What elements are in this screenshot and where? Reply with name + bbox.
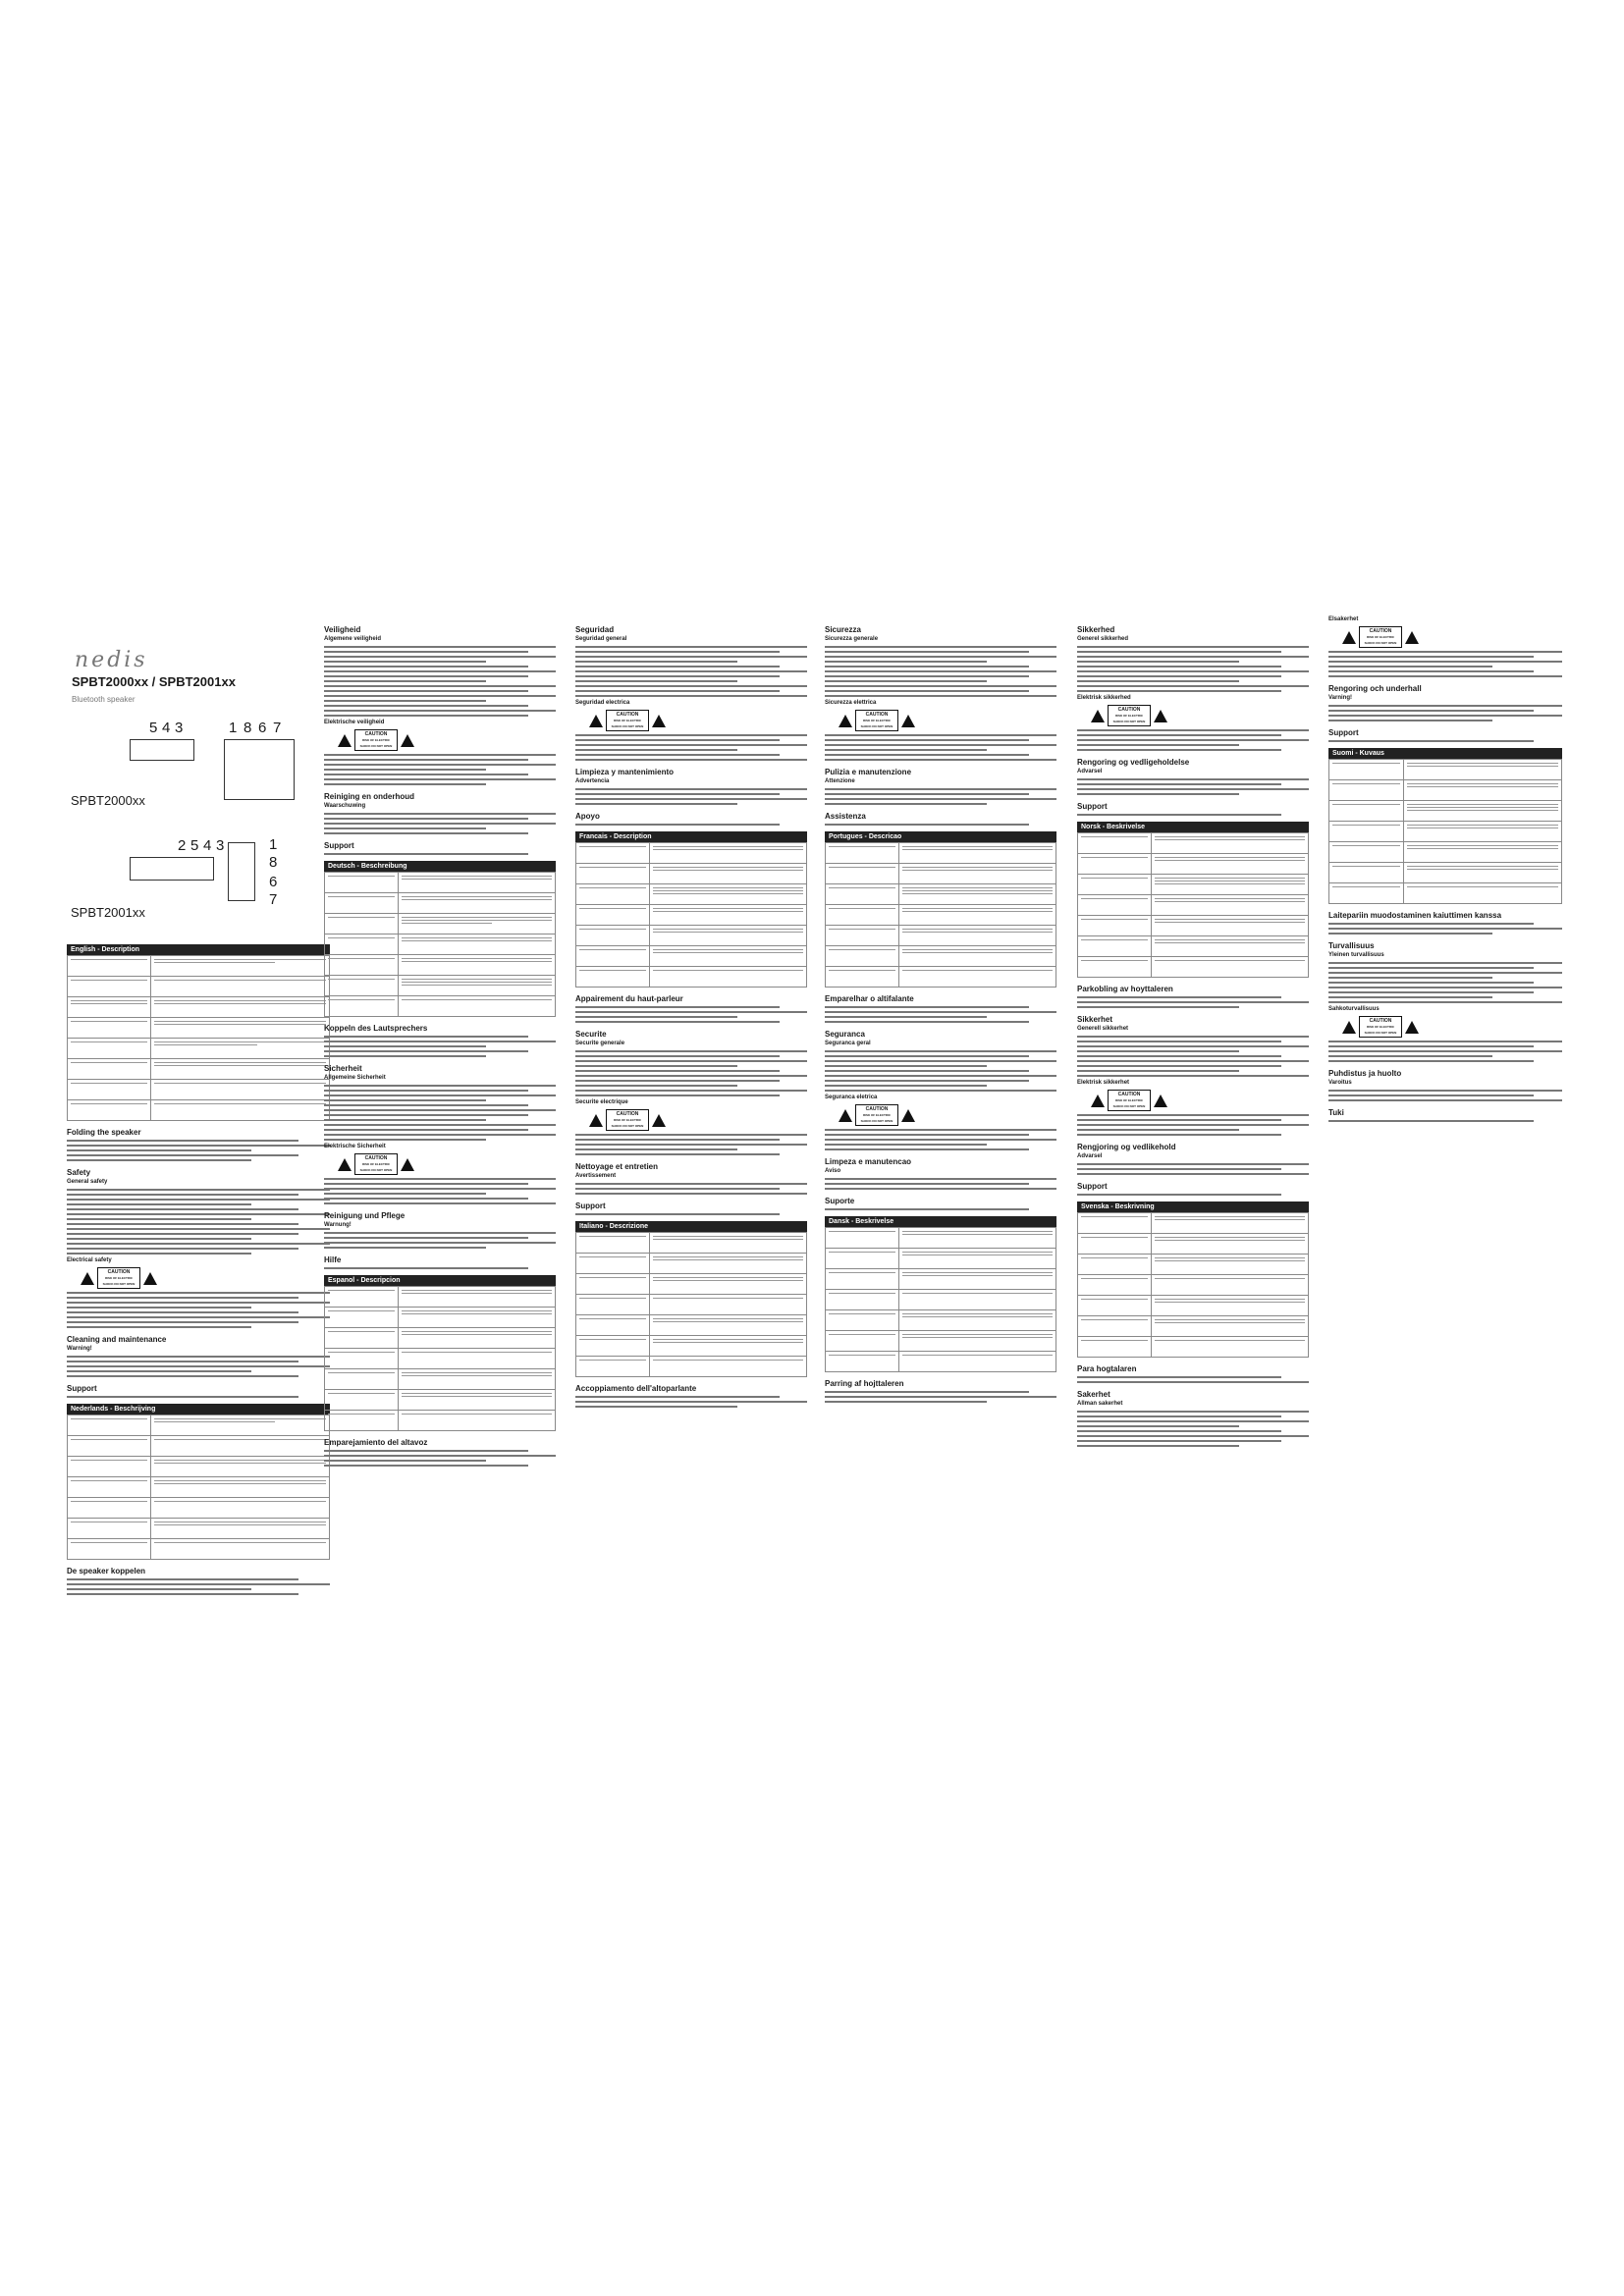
caution-box: CAUTION RISK OF ELECTRIC SHOCK DO NOT OPEN <box>855 710 898 731</box>
heading-electrical-safety: Electrical safety <box>67 1257 112 1263</box>
heading-de-warn: Warnung! <box>324 1222 352 1228</box>
section-bar-da: Dansk - Beskrivelse <box>825 1216 1056 1227</box>
figure-label: 6 <box>269 874 278 890</box>
heading-es-safety: Seguridad <box>575 625 615 634</box>
caution-box: CAUTION RISK OF ELECTRIC SHOCK DO NOT OPEN <box>354 1153 398 1175</box>
heading-nl-warn: Waarschuwing <box>324 803 366 809</box>
warning-triangle-icon <box>1342 631 1356 644</box>
heading-fi-electrical: Sahkoturvallisuus <box>1328 1006 1380 1012</box>
caution-label <box>839 1105 915 1125</box>
heading-no-safety: Sikkerhet <box>1077 1015 1113 1024</box>
speaker-side-b <box>228 842 255 901</box>
section-bar-de: Deutsch - Beschreibung <box>324 861 556 872</box>
caution-label <box>1091 706 1167 725</box>
heading-nl-general: Algemene veiligheid <box>324 636 382 642</box>
figure-label: 3 <box>175 720 184 736</box>
warning-triangle-icon <box>839 715 852 727</box>
heading-pt-electrical: Seguranca eletrica <box>825 1095 878 1100</box>
heading-support: Support <box>67 1384 97 1393</box>
warning-triangle-icon <box>1342 1021 1356 1034</box>
heading-it-clean: Pulizia e manutenzione <box>825 768 912 776</box>
heading-pt-safety: Seguranca <box>825 1030 865 1039</box>
heading-fi-pair: Laitepariin muodostaminen kaiuttimen kanssa <box>1328 911 1502 920</box>
heading-es-help: Apoyo <box>575 812 600 821</box>
warning-triangle-icon <box>652 715 666 727</box>
speaker-front-a <box>130 739 194 761</box>
heading-fr-warn: Avertissement <box>575 1173 617 1179</box>
heading-fr-help: Support <box>575 1201 606 1210</box>
heading-pt-clean: Limpeza e manutencao <box>825 1157 912 1166</box>
heading-pt-pair: Emparelhar o altifalante <box>825 994 914 1003</box>
section-bar-pt: Portugues - Descricao <box>825 831 1056 842</box>
heading-sv-clean: Rengoring och underhall <box>1328 684 1422 693</box>
heading-cleaning: Cleaning and maintenance <box>67 1335 167 1344</box>
heading-safety: Safety <box>67 1168 91 1177</box>
figure-label: 8 <box>244 720 252 736</box>
heading-no-clean: Rengjoring og vedlikehold <box>1077 1143 1176 1151</box>
caution-label <box>338 730 414 750</box>
warning-triangle-icon <box>1405 631 1419 644</box>
figure-label: 4 <box>203 837 212 854</box>
heading-pt-general: Seguranca geral <box>825 1041 871 1046</box>
heading-fr-pair: Appairement du haut-parleur <box>575 994 683 1003</box>
heading-da-clean: Rengoring og vedligeholdelse <box>1077 758 1190 767</box>
heading-da-electrical: Elektrisk sikkerhed <box>1077 695 1131 701</box>
heading-da-pair: Parring af hojttaleren <box>825 1379 904 1388</box>
heading-nl-support: Support <box>324 841 354 850</box>
spec-table-no <box>1077 832 1309 978</box>
warning-triangle-icon <box>1091 1095 1105 1107</box>
heading-sv-warn: Varning! <box>1328 695 1353 701</box>
heading-pt-warn: Aviso <box>825 1168 841 1174</box>
spec-table-es <box>324 1286 556 1431</box>
heading-de-clean: Reinigung und Pflege <box>324 1211 406 1220</box>
heading-de-pair: Koppeln des Lautsprechers <box>324 1024 428 1033</box>
warning-triangle-icon <box>589 715 603 727</box>
heading-fi-warn: Varoitus <box>1328 1080 1352 1086</box>
section-bar-it: Italiano - Descrizione <box>575 1221 807 1232</box>
spec-table-it <box>575 1232 807 1377</box>
heading-fr-clean: Nettoyage et entretien <box>575 1162 659 1171</box>
heading-it-help: Assistenza <box>825 812 866 821</box>
heading-no-pair: Parkobling av hoyttaleren <box>1077 985 1173 993</box>
warning-triangle-icon <box>901 1109 915 1122</box>
heading-nl-electrical: Elektrische veiligheid <box>324 720 385 725</box>
column-it-pt-da <box>825 618 1056 1406</box>
warning-triangle-icon <box>1091 710 1105 722</box>
heading-fr-safety: Securite <box>575 1030 607 1039</box>
caution-box: CAUTION RISK OF ELECTRIC SHOCK DO NOT OPEN <box>855 1104 898 1126</box>
figure-label: 7 <box>269 891 278 908</box>
column-english <box>67 938 330 1598</box>
figure-label: 5 <box>190 837 199 854</box>
heading-sv-general: Allman sakerhet <box>1077 1401 1123 1407</box>
speaker-side-a <box>224 739 295 800</box>
heading-no-electrical: Elektrisk sikkerhet <box>1077 1080 1130 1086</box>
spec-table-sv <box>1077 1212 1309 1358</box>
heading-sv-help: Support <box>1328 728 1359 737</box>
warning-triangle-icon <box>901 715 915 727</box>
section-bar-fi: Suomi - Kuvaus <box>1328 748 1562 759</box>
heading-fi-safety: Turvallisuus <box>1328 941 1375 950</box>
caution-label <box>589 1110 666 1130</box>
spec-table-de <box>324 872 556 1017</box>
warning-triangle-icon <box>589 1114 603 1127</box>
model-label-a: SPBT2000xx <box>71 793 145 808</box>
heading-warning: Warning! <box>67 1346 92 1352</box>
spec-table-nl <box>67 1415 330 1560</box>
heading-de-safety: Sicherheit <box>324 1064 362 1073</box>
caution-label <box>1342 1017 1419 1037</box>
heading-general-safety: General safety <box>67 1179 108 1185</box>
heading-es-electrical: Seguridad electrica <box>575 700 630 706</box>
section-bar-english: English - Description <box>67 944 330 955</box>
figure-label: 5 <box>149 720 158 736</box>
warning-triangle-icon <box>401 734 414 747</box>
figure-label: 4 <box>162 720 171 736</box>
heading-nl-fold: De speaker koppelen <box>67 1567 146 1575</box>
heading-it-general: Sicurezza generale <box>825 636 879 642</box>
caution-box: CAUTION RISK OF ELECTRIC SHOCK DO NOT OPEN <box>606 710 649 731</box>
caution-box: CAUTION RISK OF ELECTRIC SHOCK DO NOT OPEN <box>1108 705 1151 726</box>
heading-no-warn: Advarsel <box>1077 1153 1103 1159</box>
heading-de-general: Allgemeine Sicherheit <box>324 1075 386 1081</box>
heading-nl-clean: Reiniging en onderhoud <box>324 792 414 801</box>
warning-triangle-icon <box>81 1272 94 1285</box>
heading-it-safety: Sicurezza <box>825 625 861 634</box>
figure-label: 2 <box>178 837 187 854</box>
spec-table-fi <box>1328 759 1562 904</box>
section-bar-fr: Francais - Description <box>575 831 807 842</box>
heading-da-safety: Sikkerhed <box>1077 625 1115 634</box>
section-bar-nl: Nederlands - Beschrijving <box>67 1404 330 1415</box>
heading-sv-safety: Sakerhet <box>1077 1390 1110 1399</box>
heading-nl-safety: Veiligheid <box>324 625 361 634</box>
heading-es-pair: Emparejamiento del altavoz <box>324 1438 428 1447</box>
caution-label <box>1342 627 1419 647</box>
caution-label <box>1091 1091 1167 1110</box>
heading-pt-help: Suporte <box>825 1197 855 1205</box>
spec-table-english <box>67 955 330 1121</box>
document-title: SPBT2000xx / SPBT2001xx <box>72 674 236 689</box>
speaker-front-b <box>130 857 214 881</box>
figure-label: 1 <box>229 720 238 736</box>
caution-box: CAUTION RISK OF ELECTRIC SHOCK DO NOT OPEN <box>606 1109 649 1131</box>
heading-da-help: Support <box>1077 802 1108 811</box>
warning-triangle-icon <box>143 1272 157 1285</box>
heading-it-warn: Attenzione <box>825 778 855 784</box>
caution-box: CAUTION RISK OF ELECTRIC SHOCK DO NOT OPEN <box>97 1267 140 1289</box>
caution-label <box>81 1268 157 1288</box>
heading-es-clean: Limpieza y mantenimiento <box>575 768 675 776</box>
warning-triangle-icon <box>1154 710 1167 722</box>
heading-no-general: Generell sikkerhet <box>1077 1026 1129 1032</box>
column-da-no-sv <box>1077 618 1309 1450</box>
heading-da-warn: Advarsel <box>1077 769 1103 774</box>
warning-triangle-icon <box>652 1114 666 1127</box>
brand-logo: nedis <box>75 648 148 672</box>
heading-no-help: Support <box>1077 1182 1108 1191</box>
column-sv-fi <box>1328 614 1562 1125</box>
heading-fr-general: Securite generale <box>575 1041 625 1046</box>
heading-da-general: Generel sikkerhed <box>1077 636 1129 642</box>
heading-fi-clean: Puhdistus ja huolto <box>1328 1069 1402 1078</box>
figure-label: 6 <box>258 720 267 736</box>
warning-triangle-icon <box>401 1158 414 1171</box>
spec-table-pt <box>825 842 1056 988</box>
caution-box: CAUTION RISK OF ELECTRIC SHOCK DO NOT OPEN <box>1359 1016 1402 1038</box>
heading-de-help: Hilfe <box>324 1255 342 1264</box>
warning-triangle-icon <box>338 734 352 747</box>
spec-table-da <box>825 1227 1056 1372</box>
figure-label: 3 <box>216 837 225 854</box>
heading-fr-electrical: Securite electrique <box>575 1099 628 1105</box>
warning-triangle-icon <box>839 1109 852 1122</box>
caution-box: CAUTION RISK OF ELECTRIC SHOCK DO NOT OPEN <box>1108 1090 1151 1111</box>
caution-label <box>589 711 666 730</box>
heading-es-warn: Advertencia <box>575 778 610 784</box>
heading-it-electrical: Sicurezza elettrica <box>825 700 877 706</box>
column-nl-de-es <box>324 618 556 1469</box>
caution-label <box>338 1154 414 1174</box>
heading-fi-help: Tuki <box>1328 1108 1344 1117</box>
heading-es-general: Seguridad general <box>575 636 627 642</box>
caution-box: CAUTION RISK OF ELECTRIC SHOCK DO NOT OPEN <box>354 729 398 751</box>
heading-it-pair: Accoppiamento dell'altoparlante <box>575 1384 697 1393</box>
figure-label: 1 <box>269 836 278 853</box>
heading-sv-pair: Para hogtalaren <box>1077 1364 1137 1373</box>
warning-triangle-icon <box>338 1158 352 1171</box>
warning-triangle-icon <box>1154 1095 1167 1107</box>
figure-label: 8 <box>269 854 278 871</box>
section-bar-sv: Svenska - Beskrivning <box>1077 1201 1309 1212</box>
heading-de-electrical: Elektrische Sicherheit <box>324 1144 386 1149</box>
column-es-fr-it <box>575 618 807 1411</box>
section-bar-es: Espanol - Descripcion <box>324 1275 556 1286</box>
heading-fi-general: Yleinen turvallisuus <box>1328 952 1384 958</box>
section-bar-no: Norsk - Beskrivelse <box>1077 822 1309 832</box>
caution-box: CAUTION RISK OF ELECTRIC SHOCK DO NOT OPEN <box>1359 626 1402 648</box>
heading-folding: Folding the speaker <box>67 1128 141 1137</box>
caution-label <box>839 711 915 730</box>
spec-table-fr <box>575 842 807 988</box>
figure-label: 7 <box>273 720 282 736</box>
document-subtitle: Bluetooth speaker <box>72 695 135 704</box>
heading-sv-electrical: Elsakerhet <box>1328 616 1359 622</box>
warning-triangle-icon <box>1405 1021 1419 1034</box>
model-label-b: SPBT2001xx <box>71 905 145 920</box>
